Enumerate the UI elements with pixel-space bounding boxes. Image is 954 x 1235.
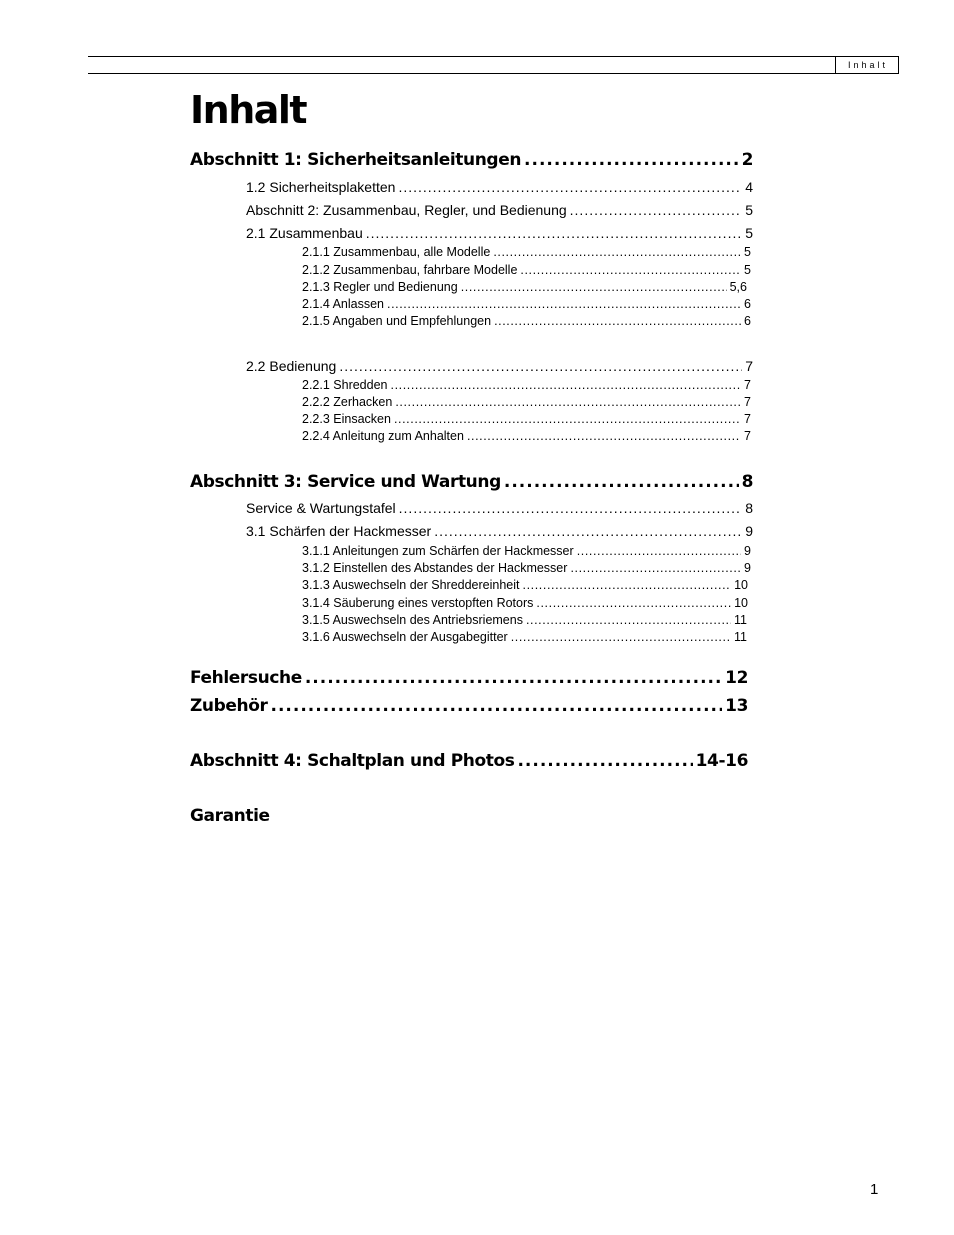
- toc-entry-label: 2.1 Zusammenbau: [246, 225, 363, 241]
- toc-entry-label: 3.1.6 Auswechseln der Ausgabegitter: [302, 630, 508, 644]
- toc-entry-page: 11: [734, 613, 747, 627]
- leader-dots: [517, 751, 692, 771]
- toc-entry-label: 1.2 Sicherheitsplaketten: [246, 179, 396, 195]
- toc-entry[interactable]: [246, 500, 753, 516]
- toc-entry-label: 2.1.1 Zusammenbau, alle Modelle: [302, 245, 491, 259]
- toc-entry-label: 3.1.1 Anleitungen zum Schärfen der Hackmesser: [302, 544, 574, 558]
- leader-dots: [493, 245, 741, 259]
- leader-dots: [394, 412, 741, 426]
- toc-entry[interactable]: [190, 696, 748, 716]
- toc-entry[interactable]: [302, 297, 751, 311]
- toc-entry-page: 6: [744, 314, 751, 328]
- toc-entry[interactable]: [190, 751, 748, 771]
- toc-entry[interactable]: [302, 613, 747, 627]
- toc-entry-page: 5: [744, 245, 751, 259]
- toc-entry-page: 9: [744, 561, 751, 575]
- toc-entry[interactable]: [302, 314, 751, 328]
- toc-entry[interactable]: [190, 150, 753, 170]
- toc-entry[interactable]: [246, 358, 753, 374]
- toc-entry[interactable]: [302, 578, 748, 592]
- toc-garantie[interactable]: Garantie: [190, 806, 270, 826]
- toc-entry-page: 11: [734, 630, 747, 644]
- toc-entry[interactable]: [302, 596, 748, 610]
- toc-entry[interactable]: [302, 245, 751, 259]
- toc-entry-page: 14-16: [695, 751, 748, 771]
- toc-entry-page: 5: [745, 202, 753, 218]
- toc-entry-label: 2.1.2 Zusammenbau, fahrbare Modelle: [302, 263, 518, 277]
- toc-entry-page: 7: [745, 358, 753, 374]
- leader-dots: [494, 314, 741, 328]
- toc-entry-label: Abschnitt 1: Sicherheitsanleitungen: [190, 150, 522, 170]
- toc-entry-label: 2.2.3 Einsacken: [302, 412, 391, 426]
- toc-entry-label: 3.1.3 Auswechseln der Shreddereinheit: [302, 578, 520, 592]
- leader-dots: [461, 280, 727, 294]
- toc-entry-label: Fehlersuche: [190, 668, 302, 688]
- toc-entry[interactable]: [246, 225, 753, 241]
- leader-dots: [536, 596, 731, 610]
- page-title: Inhalt: [190, 88, 307, 132]
- toc-entry-page: 7: [744, 429, 751, 443]
- toc-entry[interactable]: [302, 429, 751, 443]
- toc-entry[interactable]: [302, 544, 751, 558]
- toc-entry[interactable]: [302, 395, 751, 409]
- toc-entry-label: 2.1.4 Anlassen: [302, 297, 385, 311]
- toc-entry-page: 10: [734, 578, 748, 592]
- leader-dots: [504, 472, 739, 492]
- toc-entry-page: 13: [725, 696, 748, 716]
- running-header-label: Inhalt: [835, 56, 899, 74]
- toc-entry[interactable]: [246, 179, 753, 195]
- toc-entry-page: 5: [745, 225, 753, 241]
- toc-entry-label: 2.2 Bedienung: [246, 358, 337, 374]
- leader-dots: [387, 297, 741, 311]
- leader-dots: [577, 544, 741, 558]
- toc-entry-page: 2: [741, 150, 753, 170]
- toc-entry-page: 8: [745, 500, 753, 516]
- leader-dots: [271, 696, 723, 716]
- leader-dots: [524, 150, 739, 170]
- toc-entry-label: 3.1.4 Säuberung eines verstopften Rotors: [302, 596, 534, 610]
- toc-entry[interactable]: [302, 378, 751, 392]
- toc-entry[interactable]: [246, 523, 753, 539]
- toc-entry-label: 3.1 Schärfen der Hackmesser: [246, 523, 432, 539]
- leader-dots: [366, 225, 742, 241]
- toc-entry-label: Zubehör: [190, 696, 268, 716]
- toc-entry-label: 2.2.4 Anleitung zum Anhalten: [302, 429, 464, 443]
- toc-entry[interactable]: [302, 263, 751, 277]
- leader-dots: [511, 630, 731, 644]
- toc-entry[interactable]: [190, 472, 753, 492]
- toc-entry[interactable]: [190, 668, 748, 688]
- leader-dots: [395, 395, 741, 409]
- toc-entry-label: Abschnitt 4: Schaltplan und Photos: [190, 751, 515, 771]
- toc-entry-label: 3.1.5 Auswechseln des Antriebsriemens: [302, 613, 523, 627]
- toc-entry-label: 2.2.1 Shredden: [302, 378, 388, 392]
- toc-entry-page: 12: [725, 668, 748, 688]
- toc-entry-page: 7: [744, 412, 751, 426]
- toc-entry-page: 10: [734, 596, 748, 610]
- toc-entry-page: 9: [744, 544, 751, 558]
- leader-dots: [398, 179, 742, 195]
- leader-dots: [399, 500, 743, 516]
- toc-entry[interactable]: [302, 561, 751, 575]
- toc-entry-label: 2.1.5 Angaben und Empfehlungen: [302, 314, 492, 328]
- leader-dots: [391, 378, 742, 392]
- leader-dots: [434, 523, 742, 539]
- leader-dots: [520, 263, 741, 277]
- table-of-contents: [190, 0, 753, 1235]
- leader-dots: [305, 668, 722, 688]
- leader-dots: [570, 202, 743, 218]
- toc-entry-label: Abschnitt 3: Service und Wartung: [190, 472, 501, 492]
- toc-entry[interactable]: [302, 412, 751, 426]
- toc-entry[interactable]: [246, 202, 753, 218]
- toc-entry-page: 9: [745, 523, 753, 539]
- toc-entry[interactable]: [302, 630, 747, 644]
- toc-entry-page: 7: [744, 395, 751, 409]
- page-number: 1: [870, 1181, 879, 1198]
- toc-entry-label: 2.2.2 Zerhacken: [302, 395, 393, 409]
- toc-entry-page: 8: [741, 472, 753, 492]
- toc-entry-label: Abschnitt 2: Zusammenbau, Regler, und Bedienung: [246, 202, 567, 218]
- toc-entry-page: 5: [744, 263, 751, 277]
- toc-entry-label: 2.1.3 Regler und Bedienung: [302, 280, 458, 294]
- toc-entry-label: Service & Wartungstafel: [246, 500, 396, 516]
- toc-entry-page: 6: [744, 297, 751, 311]
- toc-entry[interactable]: [302, 280, 747, 294]
- toc-entry-page: 7: [744, 378, 751, 392]
- leader-dots: [523, 578, 732, 592]
- leader-dots: [526, 613, 731, 627]
- leader-dots: [339, 358, 742, 374]
- toc-entry-page: 4: [745, 179, 753, 195]
- leader-dots: [467, 429, 741, 443]
- toc-entry-label: 3.1.2 Einstellen des Abstandes der Hackmesser: [302, 561, 568, 575]
- toc-entry-page: 5,6: [729, 280, 747, 294]
- leader-dots: [570, 561, 741, 575]
